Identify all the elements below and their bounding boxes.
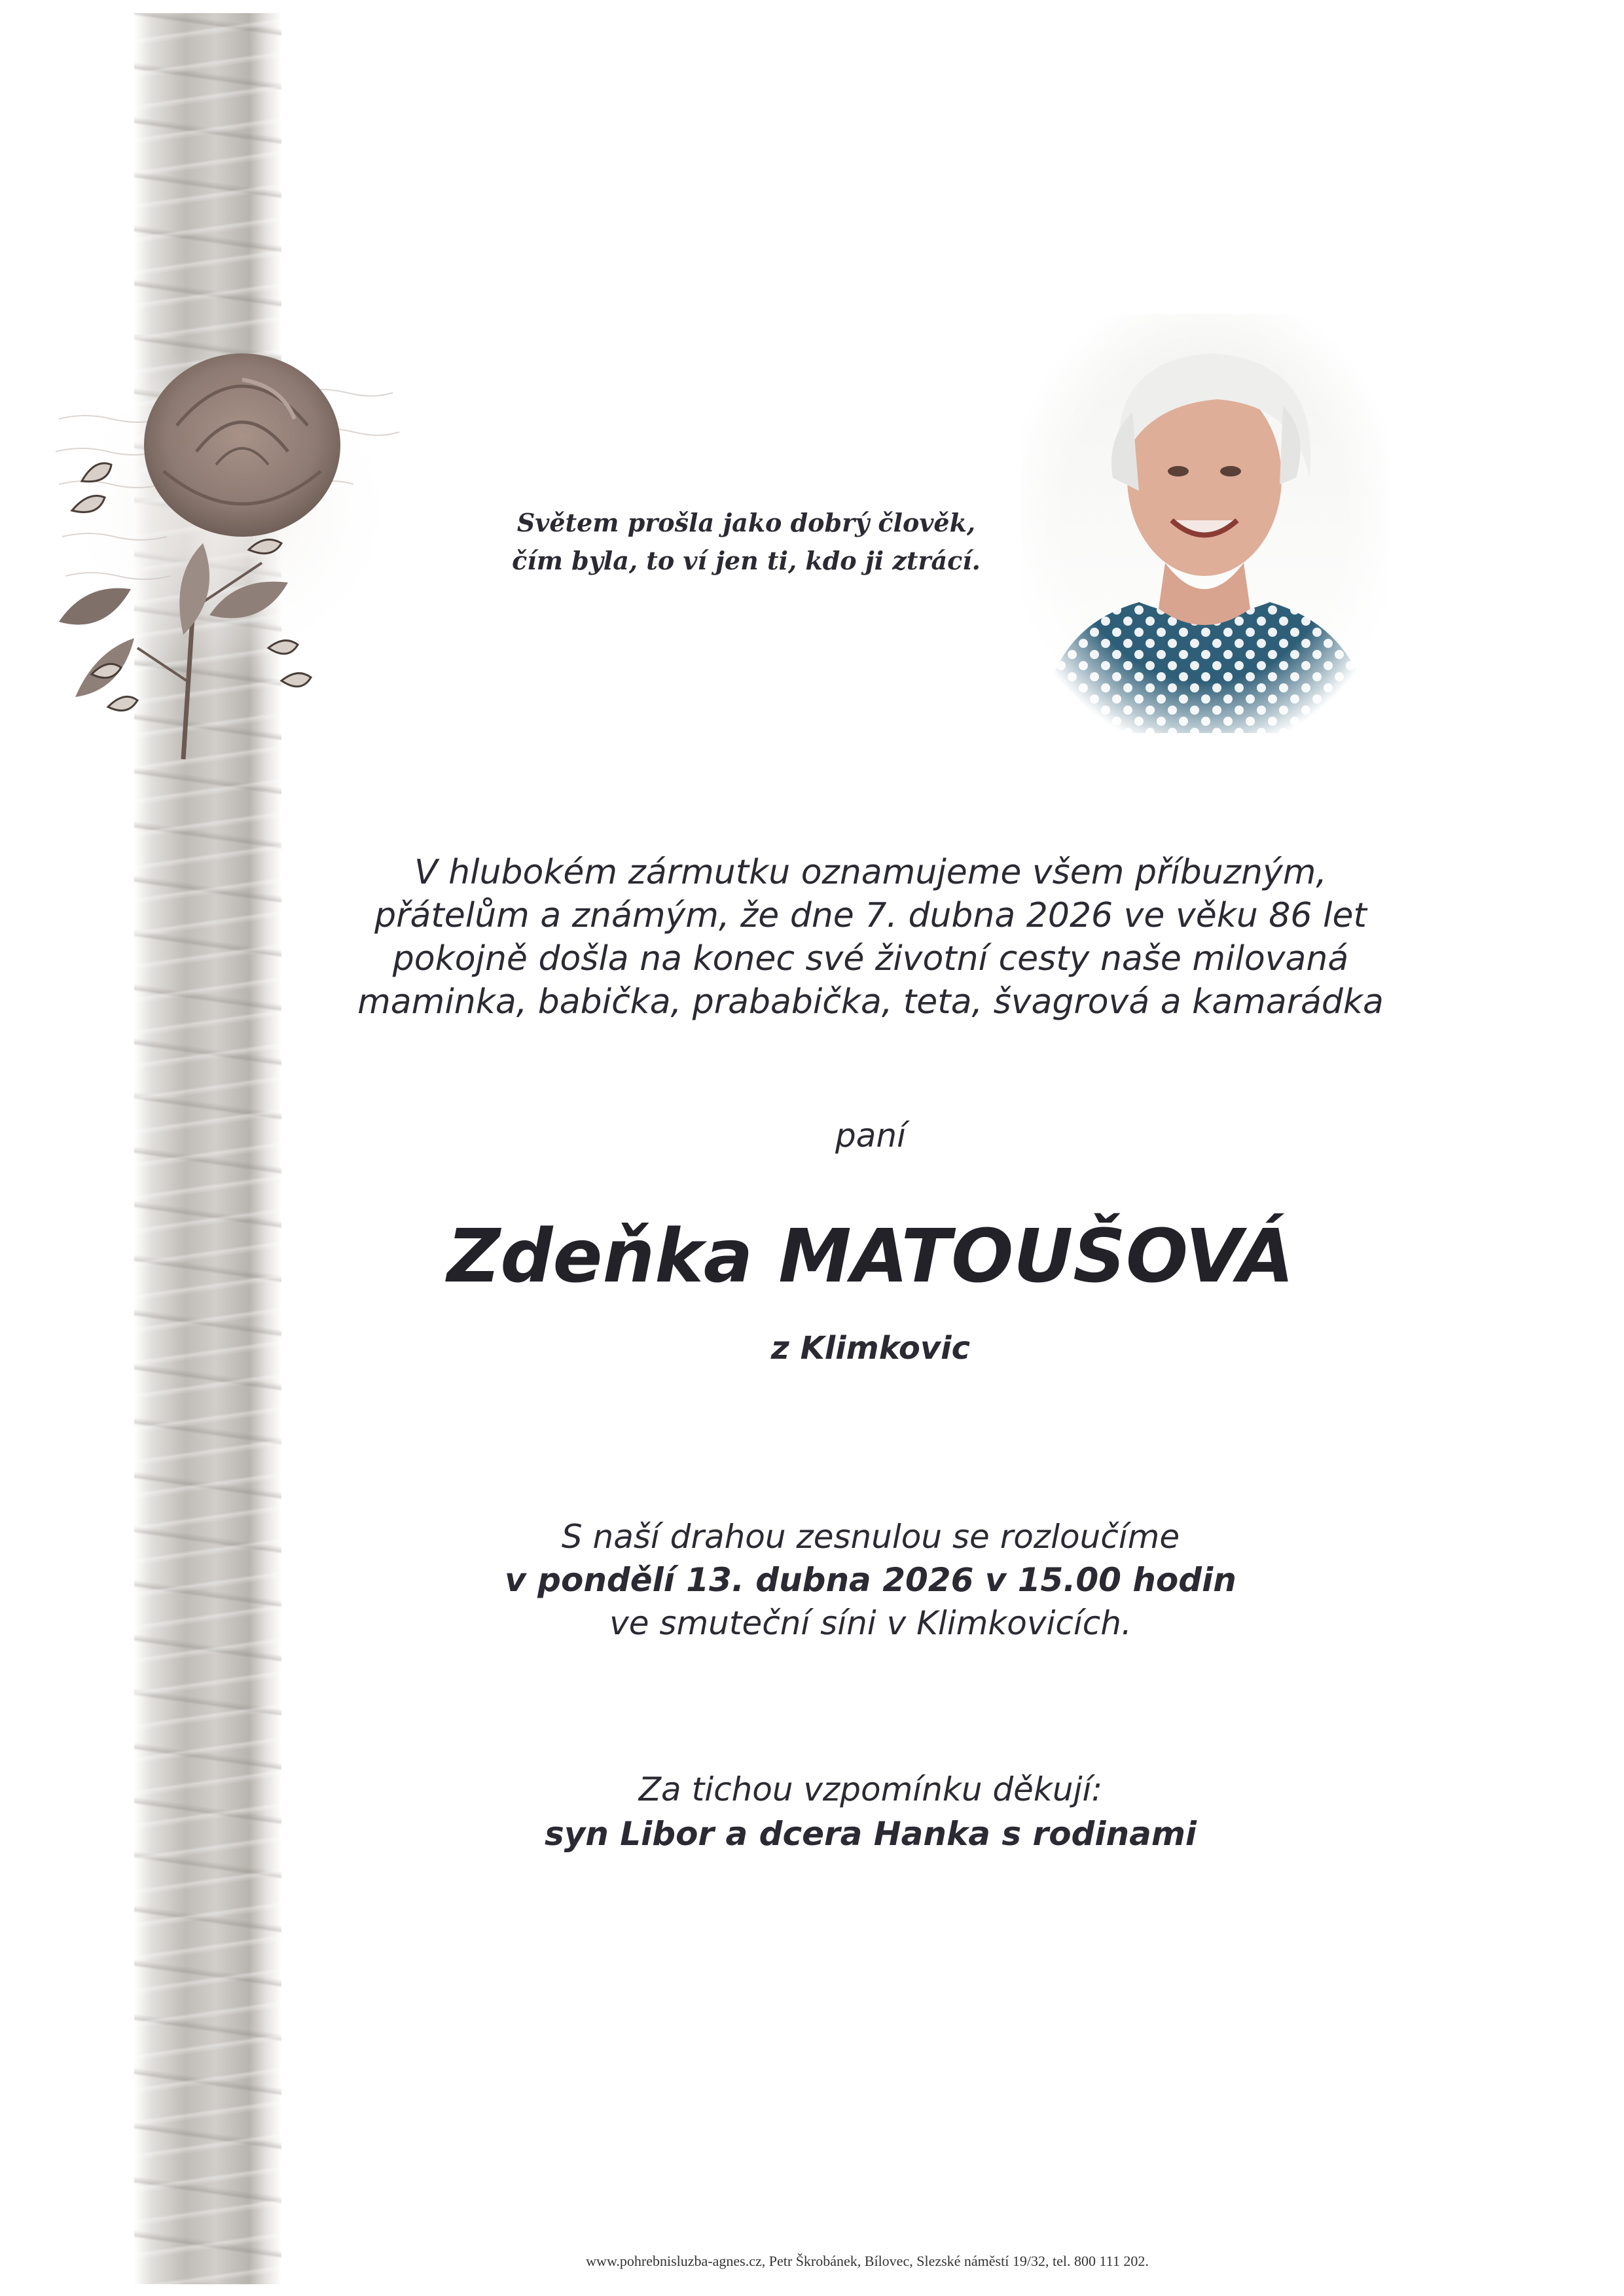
- memorial-quote: [497, 504, 995, 580]
- quote-line: Světem prošla jako dobrý člověk,: [516, 508, 976, 537]
- thanks-block: [340, 1767, 1401, 1856]
- farewell-date: v pondělí 13. dubna 2026 v 15.00 hodin: [505, 1561, 1236, 1599]
- honorific: paní: [835, 1117, 906, 1155]
- quote-line: čím byla, to ví jen ti, kdo ji ztrácí.: [512, 546, 981, 575]
- portrait-photo: [1021, 314, 1388, 740]
- thanks-line: Za tichou vzpomínku děkují:: [638, 1770, 1103, 1808]
- farewell-details: [340, 1515, 1401, 1645]
- deceased-name: Zdeňka MATOUŠOVÁ: [447, 1214, 1294, 1299]
- announcement-text: [340, 851, 1401, 1024]
- farewell-place: ve smuteční síni v Klimkovicích.: [609, 1604, 1132, 1642]
- announcement-line: přátelům a známým, že dne 7. dubna 2026 ve věku 86 let: [374, 896, 1367, 935]
- mourners: syn Libor a dcera Hanka s rodinami: [544, 1815, 1197, 1853]
- announcement-line: maminka, babička, prababička, teta, švagrová a kamarádka: [357, 982, 1384, 1022]
- announcement-line: V hlubokém zármutku oznamujeme všem příbuzným,: [414, 853, 1327, 892]
- funeral-service-footer: www.pohrebnisluzba-agnes.cz, Petr Škrobánek, Bílovec, Slezské náměstí 19/32, tel. 800 111 202.: [586, 2253, 1149, 2269]
- rose-decoration: [46, 340, 412, 772]
- announcement-line: pokojně došla na konec své životní cesty naše milovaná: [392, 939, 1349, 978]
- origin-town: z Klimkovic: [770, 1330, 971, 1367]
- farewell-line: S naší drahou zesnulou se rozloučíme: [561, 1518, 1180, 1556]
